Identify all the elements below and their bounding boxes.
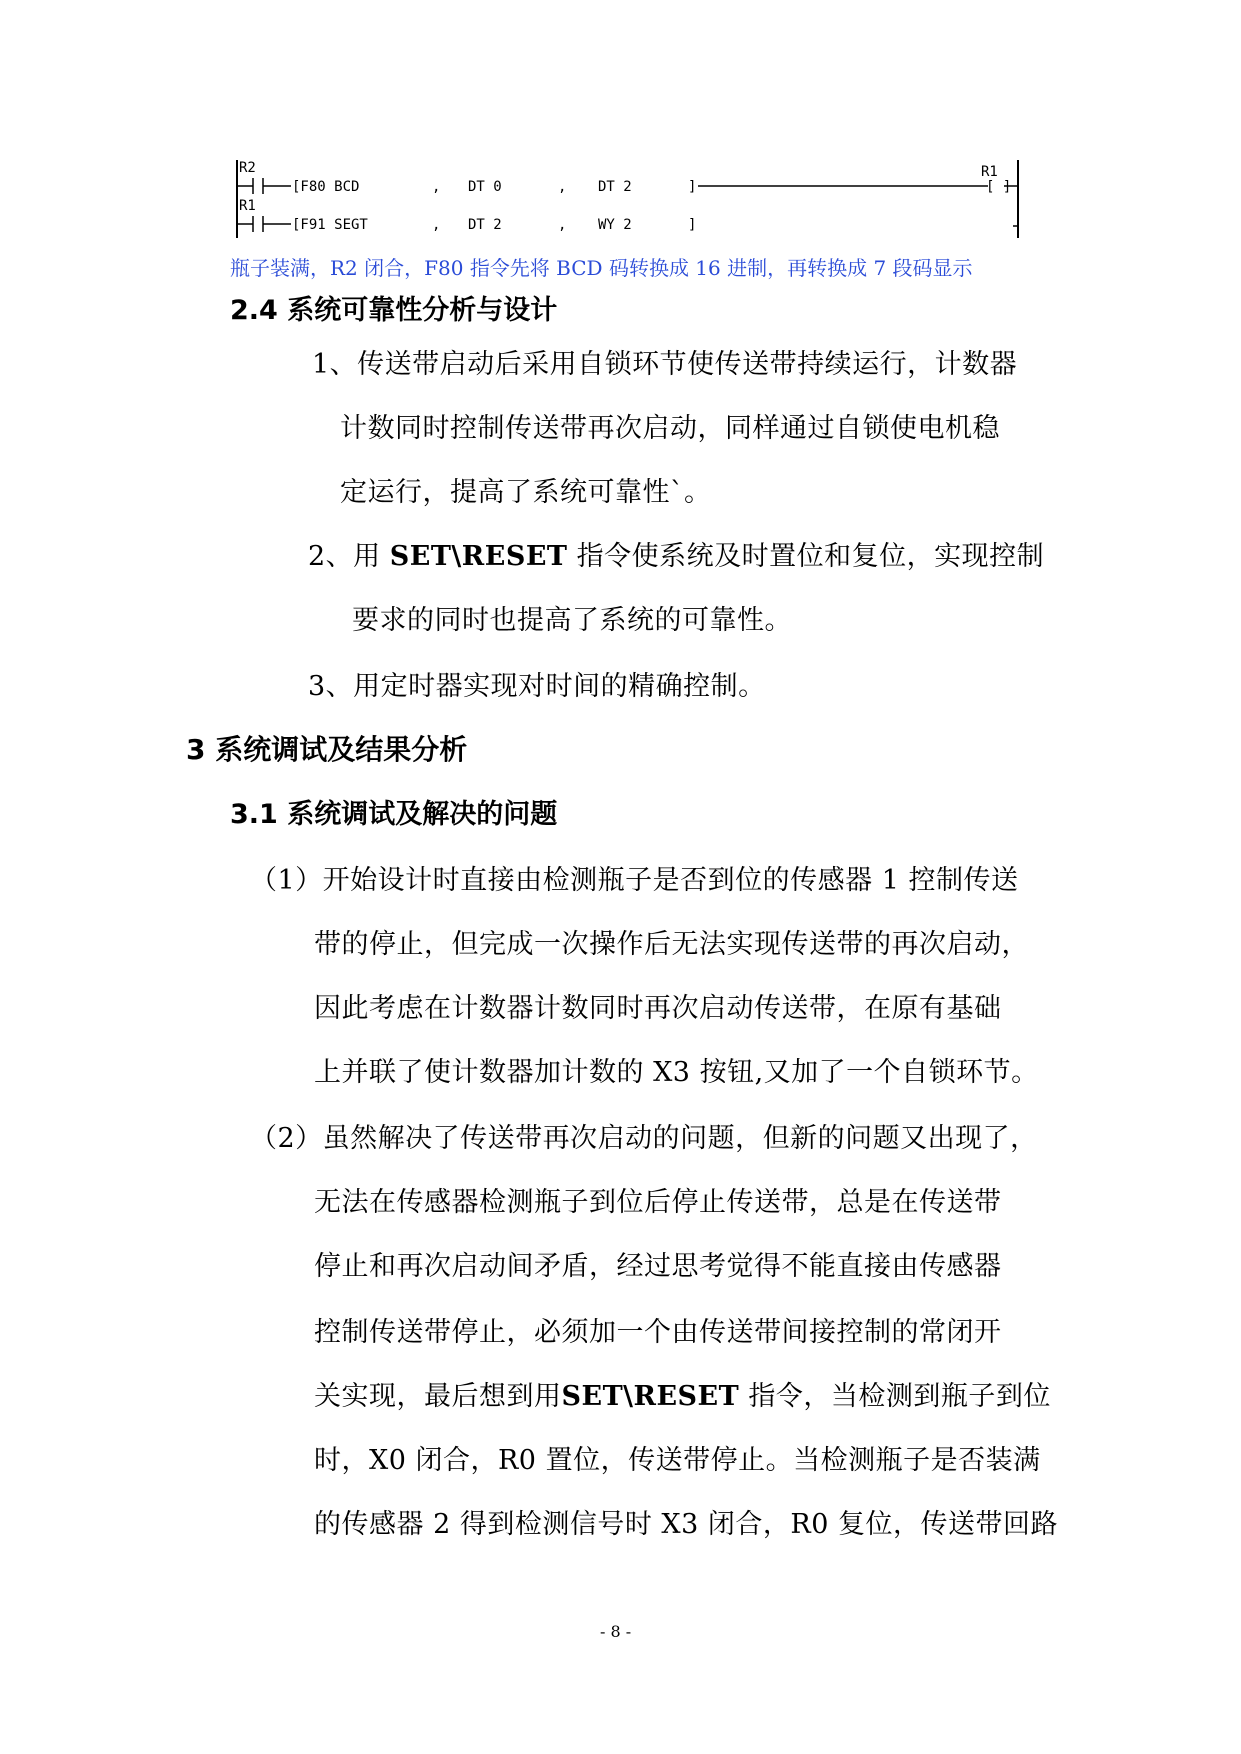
rung2-close-bracket: ] [688,217,697,233]
para2-line4: 控制传送带停止，必须加一个由传送带间接控制的常闭开 [314,1317,1002,1348]
rung1-operand-1: DT 0 [468,179,502,195]
para2-line5-bold: SET\RESET [561,1381,740,1412]
item1-line1: 1、传送带启动后采用自锁环节使传送带持续运行，计数器 [312,349,1018,380]
item1-line2: 计数同时控制传送带再次启动，同样通过自锁使电机稳 [340,413,1000,444]
para1-line4: 上并联了使计数器加计数的 X3 按钮,又加了一个自锁环节。 [314,1057,1039,1088]
rung2-operand-1: DT 2 [468,217,502,233]
section-2-4-title: 2.4 系统可靠性分析与设计 [230,295,558,326]
rung2-comma-2: , [558,217,567,233]
para2-line3: 停止和再次启动间矛盾，经过思考觉得不能直接由传感器 [314,1251,1002,1282]
para2-line6: 时，X0 闭合，R0 置位，传送带停止。当检测瓶子是否装满 [314,1445,1041,1476]
ladder-diagram [236,158,1036,240]
para2-line1: （2）虽然解决了传送带再次启动的问题，但新的问题又出现了， [250,1123,1038,1154]
page-number: - 8 - [600,1622,632,1641]
para1-line1: （1）开始设计时直接由检测瓶子是否到位的传感器 1 控制传送 [250,865,1019,896]
figure-caption: 瓶子装满，R2 闭合，F80 指令先将 BCD 码转换成 16 进制，再转换成 7 段码显示 [230,256,973,280]
item2-line1 [308,534,1044,573]
para2-line7: 的传感器 2 得到检测信号时 X3 闭合，R0 复位，传送带回路 [314,1509,1058,1540]
rung2-instruction: [F91 SEGT [292,217,368,233]
item2-bold: SET\RESET [389,541,568,572]
section-3-title: 3 系统调试及结果分析 [186,733,468,766]
rung1-coil-label: R1 [981,164,998,180]
rung2-comma-1: , [432,217,441,233]
rung1-comma-1: , [432,179,441,195]
para1-line3: 因此考虑在计数器计数同时再次启动传送带，在原有基础 [314,993,1002,1024]
item2-post: 指令使系统及时置位和复位，实现控制 [567,541,1045,572]
item2-line2: 要求的同时也提高了系统的可靠性。 [352,605,792,636]
rung1-close-bracket: ] [688,179,697,195]
para2-line5 [314,1374,1051,1413]
rung1-instruction: [F80 BCD [292,179,360,195]
para2-line5-pre: 关实现，最后想到用 [314,1381,562,1412]
para2-line5-post: 指令，当检测到瓶子到位 [739,1381,1051,1412]
para1-line2: 带的停止，但完成一次操作后无法实现传送带的再次启动， [314,929,1029,960]
section-3-1-title: 3.1 系统调试及解决的问题 [230,799,558,830]
rung2-operand-2: WY 2 [598,217,632,233]
rung1-comma-2: , [558,179,567,195]
rung1-coil-symbol: [ ] [986,179,1012,195]
item1-line3: 定运行，提高了系统可靠性`。 [340,477,712,508]
rung1-contact-label: R2 [239,160,256,176]
rung1-operand-2: DT 2 [598,179,632,195]
item3-line: 3、用定时器实现对时间的精确控制。 [308,671,766,702]
item2-pre: 2、用 [308,541,390,572]
para2-line2: 无法在传感器检测瓶子到位后停止传送带，总是在传送带 [314,1187,1002,1218]
rung2-contact-label: R1 [239,198,256,214]
